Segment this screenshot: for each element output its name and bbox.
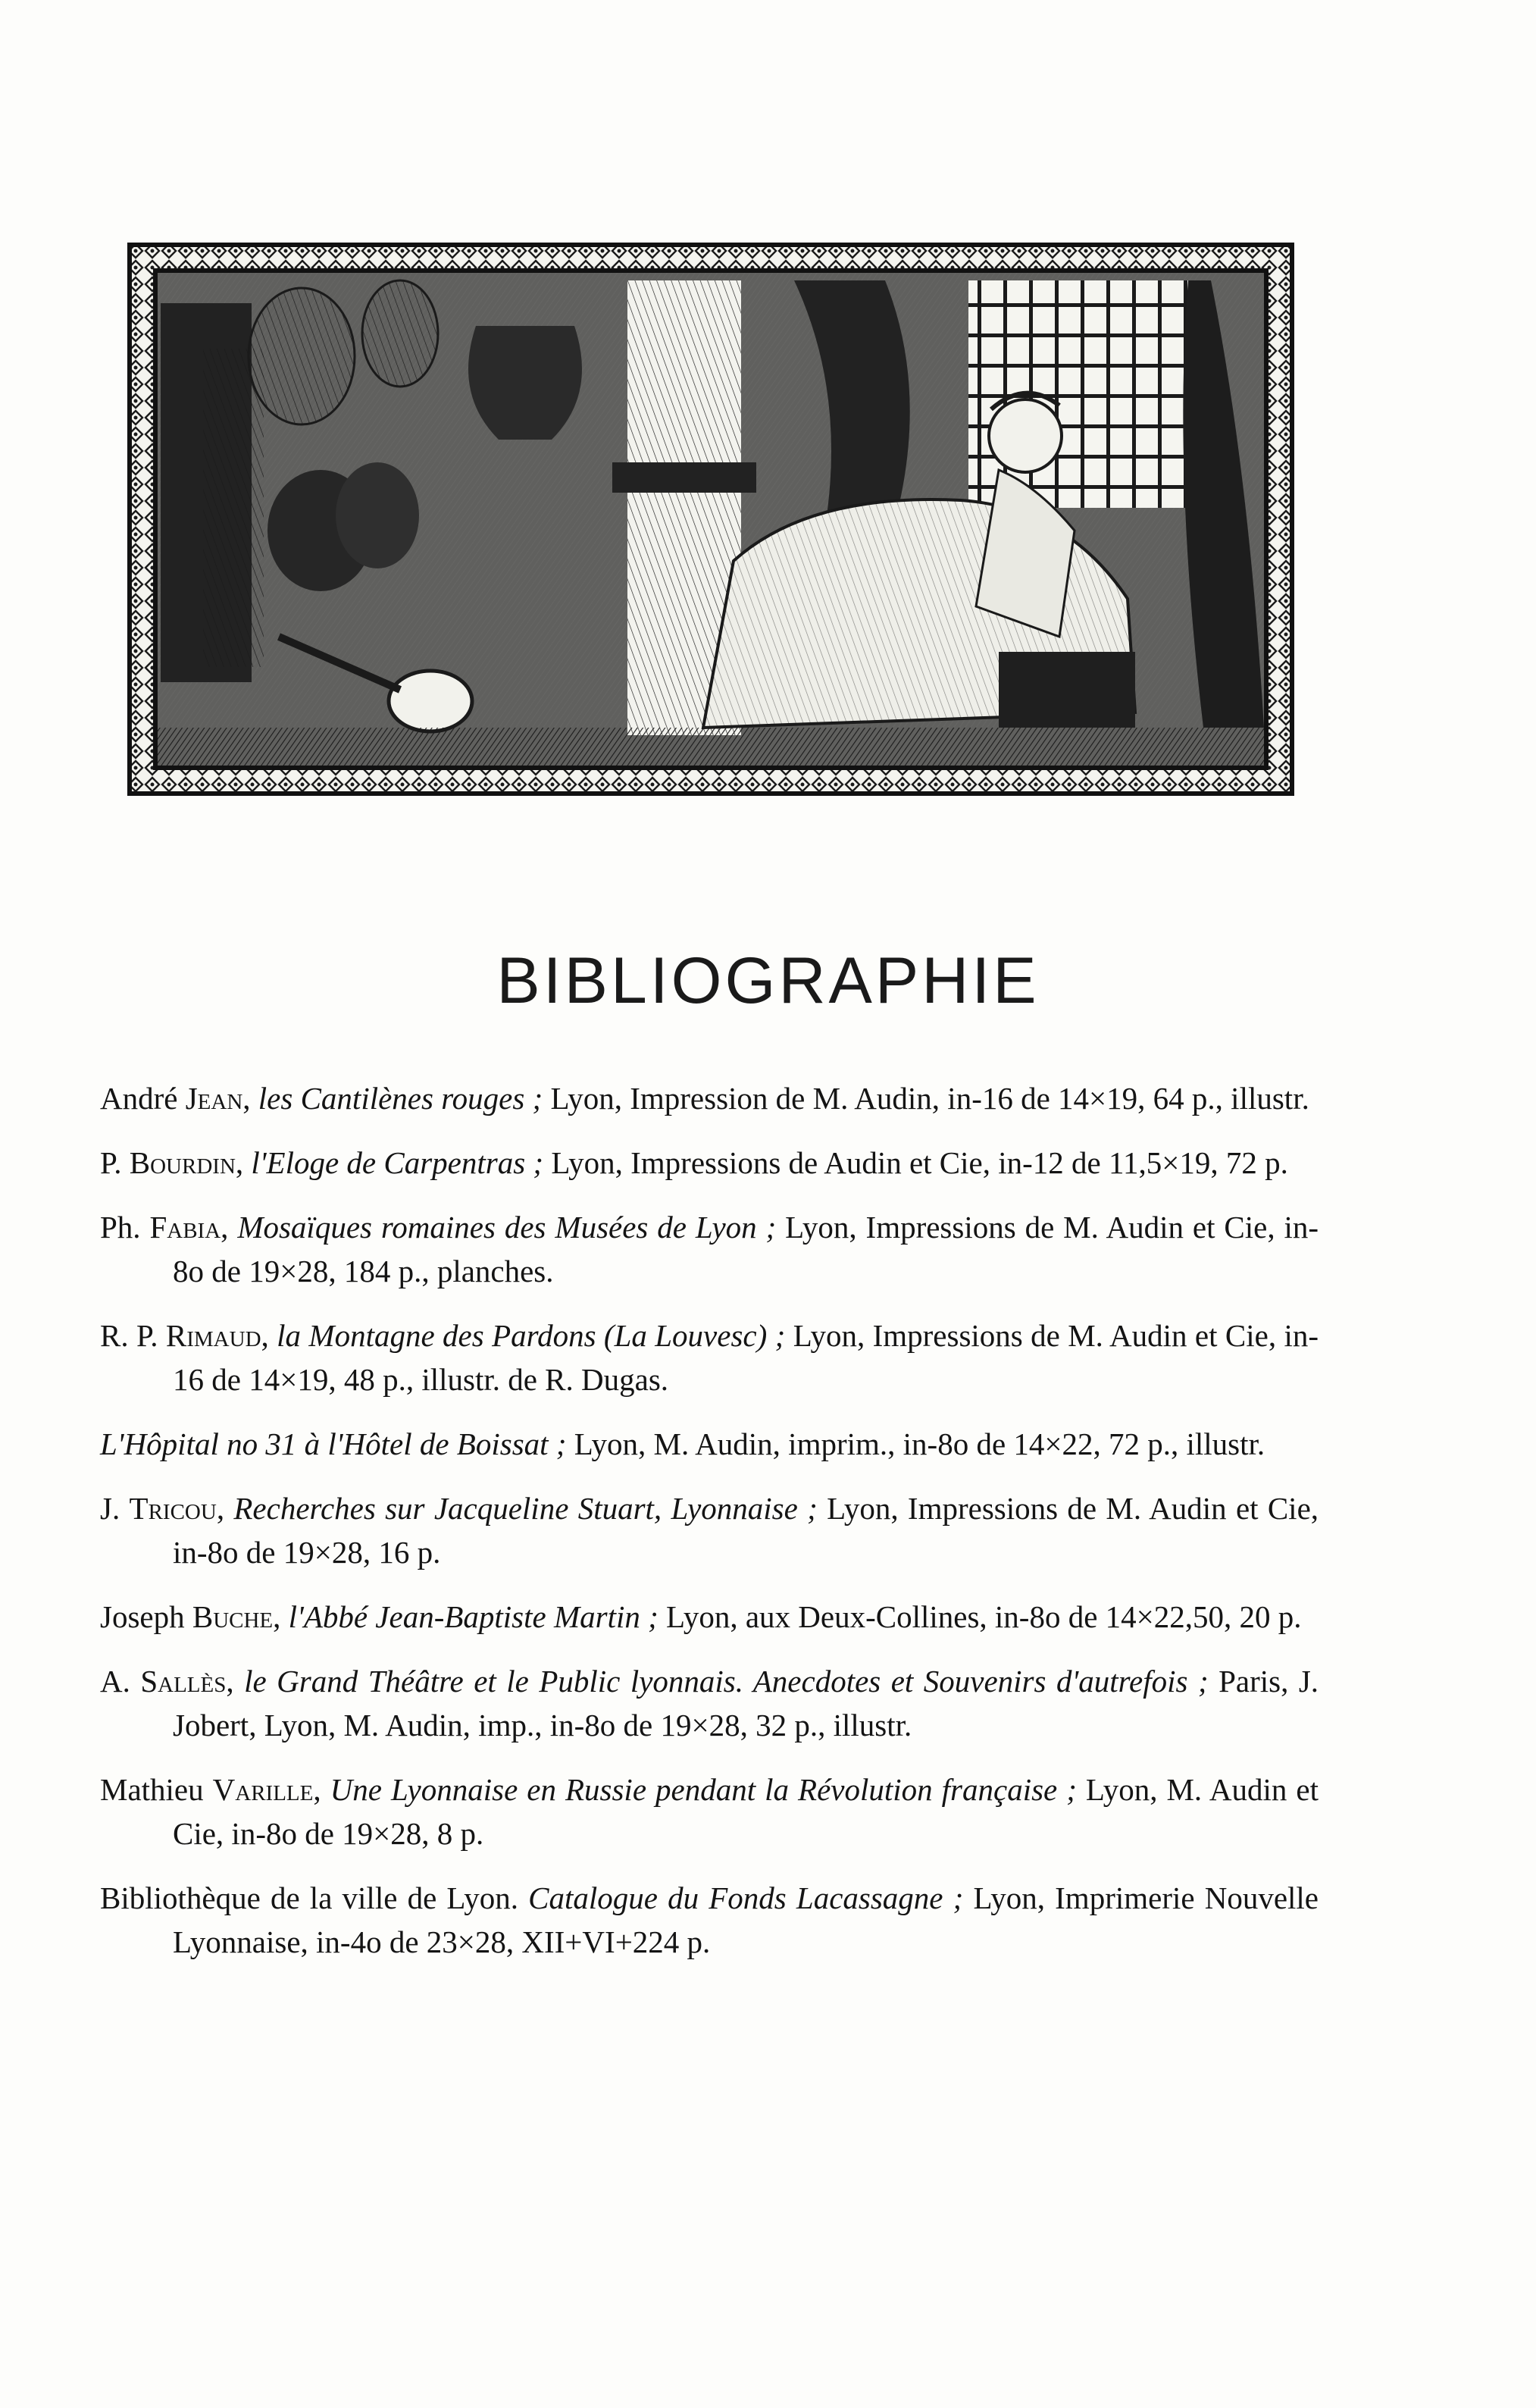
- bibliography-entry: J. Tricou, Recherches sur Jacqueline Stuart, Lyonnaise ; Lyon, Impressions de M. Audin et Cie, in-8o de 19×28, 16 p.: [100, 1491, 1319, 1570]
- bibliography-entry: André Jean, les Cantilènes rouges ; Lyon, Impression de M. Audin, in-16 de 14×19, 64 p., illustr.: [100, 1081, 1309, 1116]
- author-last: Tricou: [129, 1491, 217, 1526]
- author-first: J.: [100, 1491, 120, 1526]
- work-title: la Montagne des Pardons (La Louvesc) ;: [277, 1318, 786, 1353]
- bibliography-entry: Mathieu Varille, Une Lyonnaise en Russie pendant la Révolution française ; Lyon, M. Audin et Cie, in-8o de 19×28, 8 p.: [100, 1772, 1319, 1851]
- bibliography-list: [100, 1076, 1319, 1984]
- author-last: Varille: [212, 1772, 314, 1807]
- bibliography-entry: Ph. Fabia, Mosaïques romaines des Musées de Lyon ; Lyon, Impressions de M. Audin et Cie, in-8o de 19×28, 184 p., planches.: [100, 1210, 1319, 1289]
- work-title: Catalogue du Fonds Lacassagne ;: [528, 1880, 964, 1915]
- work-title: Recherches sur Jacqueline Stuart, Lyonnaise ;: [233, 1491, 818, 1526]
- work-details: Lyon, M. Audin, imprim., in-8o de 14×22, 72 p., illustr.: [574, 1426, 1265, 1461]
- bibliography-entry: A. Sallès, le Grand Théâtre et le Public lyonnais. Anecdotes et Souvenirs d'autrefois ; Paris, J. Jobert, Lyon, M. Audin, imp., in-8o de 19×28, 32 p., illustr.: [100, 1664, 1319, 1743]
- bibliography-entry: Joseph Buche, l'Abbé Jean-Baptiste Martin ; Lyon, aux Deux-Collines, in-8o de 14×22,50, 20 p.: [100, 1599, 1302, 1634]
- work-details: Lyon, Imprimerie Nouvelle Lyonnaise, in-4o de 23×28, XII+VI+224 p.: [173, 1880, 1319, 1959]
- bibliography-entry: R. P. Rimaud, la Montagne des Pardons (La Louvesc) ; Lyon, Impressions de M. Audin et Cie, in-16 de 14×19, 48 p., illustr. de R. Dugas.: [100, 1318, 1319, 1397]
- work-title: Une Lyonnaise en Russie pendant la Révolution française ;: [330, 1772, 1077, 1807]
- author-first: R. P.: [100, 1318, 158, 1353]
- work-title: l'Eloge de Carpentras ;: [251, 1145, 544, 1180]
- author-last: Bourdin: [129, 1145, 236, 1180]
- work-details: Lyon, Impressions de M. Audin et Cie, in-8o de 19×28, 184 p., planches.: [173, 1210, 1319, 1289]
- page-title: BIBLIOGRAPHIE: [496, 944, 1040, 1017]
- author-first: Bibliothèque de la ville de Lyon.: [100, 1880, 518, 1915]
- author-first: A.: [100, 1664, 130, 1699]
- bibliography-entry: [100, 1422, 1319, 1466]
- engraving-illustration-icon: [127, 243, 1294, 796]
- bibliography-entry: P. Bourdin, l'Eloge de Carpentras ; Lyon, Impressions de Audin et Cie, in-12 de 11,5×19, 72 p.: [100, 1145, 1288, 1180]
- author-last: Fabia: [149, 1210, 221, 1245]
- work-details: Lyon, M. Audin et Cie, in-8o de 19×28, 8 p.: [173, 1772, 1319, 1851]
- work-title: L'Hôpital no 31 à l'Hôtel de Boissat ;: [100, 1426, 567, 1461]
- work-details: Lyon, Impressions de M. Audin et Cie, in-8o de 19×28, 16 p.: [173, 1491, 1319, 1570]
- author-first: Ph.: [100, 1210, 141, 1245]
- author-first: Joseph: [100, 1599, 185, 1634]
- author-first: P.: [100, 1145, 122, 1180]
- author-last: Jean: [185, 1081, 243, 1116]
- work-details: Lyon, Impression de M. Audin, in-16 de 14×19, 64 p., illustr.: [550, 1081, 1309, 1116]
- work-title: l'Abbé Jean-Baptiste Martin ;: [288, 1599, 659, 1634]
- author-first: Mathieu: [100, 1772, 204, 1807]
- work-title: le Grand Théâtre et le Public lyonnais. Anecdotes et Souvenirs d'autrefois ;: [244, 1664, 1209, 1699]
- work-title: Mosaïques romaines des Musées de Lyon ;: [237, 1210, 777, 1245]
- author-last: Rimaud: [165, 1318, 261, 1353]
- work-details: Lyon, Impressions de Audin et Cie, in-12 de 11,5×19, 72 p.: [551, 1145, 1288, 1180]
- work-details: Lyon, Impressions de M. Audin et Cie, in-16 de 14×19, 48 p., illustr. de R. Dugas.: [173, 1318, 1319, 1397]
- author-last: Buche: [192, 1599, 274, 1634]
- author-first: André: [100, 1081, 178, 1116]
- work-details: Lyon, aux Deux-Collines, in-8o de 14×22,50, 20 p.: [666, 1599, 1302, 1634]
- work-details: Paris, J. Jobert, Lyon, M. Audin, imp., in-8o de 19×28, 32 p., illustr.: [173, 1664, 1319, 1743]
- bibliography-entry: [100, 1876, 1319, 1964]
- author-last: Sallès: [140, 1664, 227, 1699]
- work-title: les Cantilènes rouges ;: [258, 1081, 543, 1116]
